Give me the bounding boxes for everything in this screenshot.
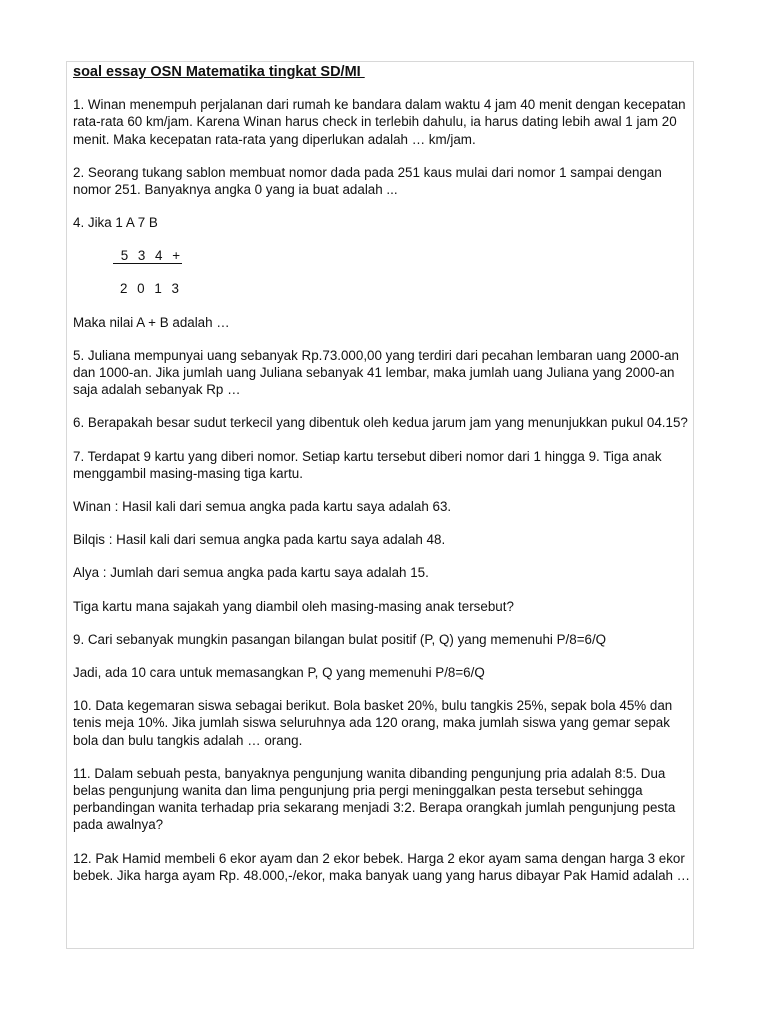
question-10: 10. Data kegemaran siswa sebagai berikut. Bola basket 20%, bulu tangkis 25%, sepak bola 45% dan tenis meja 10%. Jika jumlah siswa seluruhnya ada 120 orang, maka jumlah siswa yang gemar sepak bola dan bulu tangkis adalah … orang. bbox=[73, 698, 673, 748]
question-4-addend: 5 3 4 + bbox=[113, 248, 183, 264]
question-7: 7. Terdapat 9 kartu yang diberi nomor. Setiap kartu tersebut diberi nomor dari 1 hingga 9. Tiga anak menggambil masing-masing tiga kartu. bbox=[73, 448, 662, 481]
document-content bbox=[73, 64, 693, 900]
question-12: 12. Pak Hamid membeli 6 ekor ayam dan 2 ekor bebek. Harga 2 ekor ayam sama dengan harga 3 ekor bebek. Jika harga ayam Rp. 48.000,-/ekor, maka banyak uang yang harus dibayar Pak Hamid adalah … bbox=[73, 850, 691, 883]
question-1: 1. Winan menempuh perjalanan dari rumah ke bandara dalam waktu 4 jam 40 menit dengan kecepatan rata-rata 60 km/jam. Karena Winan harus check in terlebih dahulu, ia harus dating lebih awal 1 jam 20 menit. Maka kecepatan rata-rata yang diperlukan adalah … km/jam. bbox=[73, 97, 686, 147]
question-7-winan: Winan : Hasil kali dari semua angka pada kartu saya adalah 63. bbox=[73, 499, 452, 515]
question-4-line-1: 4. Jika 1 A 7 B bbox=[73, 215, 158, 231]
question-2: 2. Seorang tukang sablon membuat nomor dada pada 251 kaus mulai dari nomor 1 sampai dengan nomor 251. Banyaknya angka 0 yang ia buat adalah ... bbox=[73, 164, 662, 198]
question-4-prompt: Maka nilai A + B adalah … bbox=[73, 314, 230, 330]
question-5: 5. Juliana mempunyai uang sebanyak Rp.73.000,00 yang terdiri dari pecahan lembaran uang 2000-an dan 1000-an. Jika jumlah uang Juliana sebanyak 41 lembar, maka jumlah uang Juliana yang 2000-an saja adalah sebanyak Rp … bbox=[73, 347, 679, 398]
question-7-ask: Tiga kartu mana sajakah yang diambil oleh masing-masing anak tersebut? bbox=[73, 598, 514, 614]
question-7-alya: Alya : Jumlah dari semua angka pada kartu saya adalah 15. bbox=[73, 565, 429, 581]
document-title: soal essay OSN Matematika tingkat SD/MI bbox=[73, 64, 365, 80]
question-9: 9. Cari sebanyak mungkin pasangan bilangan bulat positif (P, Q) yang memenuhi P/8=6/Q bbox=[73, 631, 607, 647]
question-7-bilqis: Bilqis : Hasil kali dari semua angka pada kartu saya adalah 48. bbox=[73, 532, 446, 548]
question-9-answer: Jadi, ada 10 cara untuk memasangkan P, Q yang memenuhi P/8=6/Q bbox=[73, 665, 485, 681]
question-11: 11. Dalam sebuah pesta, banyaknya pengunjung wanita dibanding pengunjung pria adalah 8:5. Dua belas pengunjung wanita dan lima pengunjung pria pergi meninggalkan pesta tersebut sehingga perbandingan wanita terhadap pria sekarang menjadi 3:2. Berapa orangkah jumlah pengunjung pesta pada awalnya? bbox=[73, 765, 676, 833]
question-6: 6. Berapakah besar sudut terkecil yang dibentuk oleh kedua jarum jam yang menunjukkan pukul 04.15? bbox=[73, 415, 688, 431]
question-4-sum: 2 0 1 3 bbox=[120, 281, 182, 297]
